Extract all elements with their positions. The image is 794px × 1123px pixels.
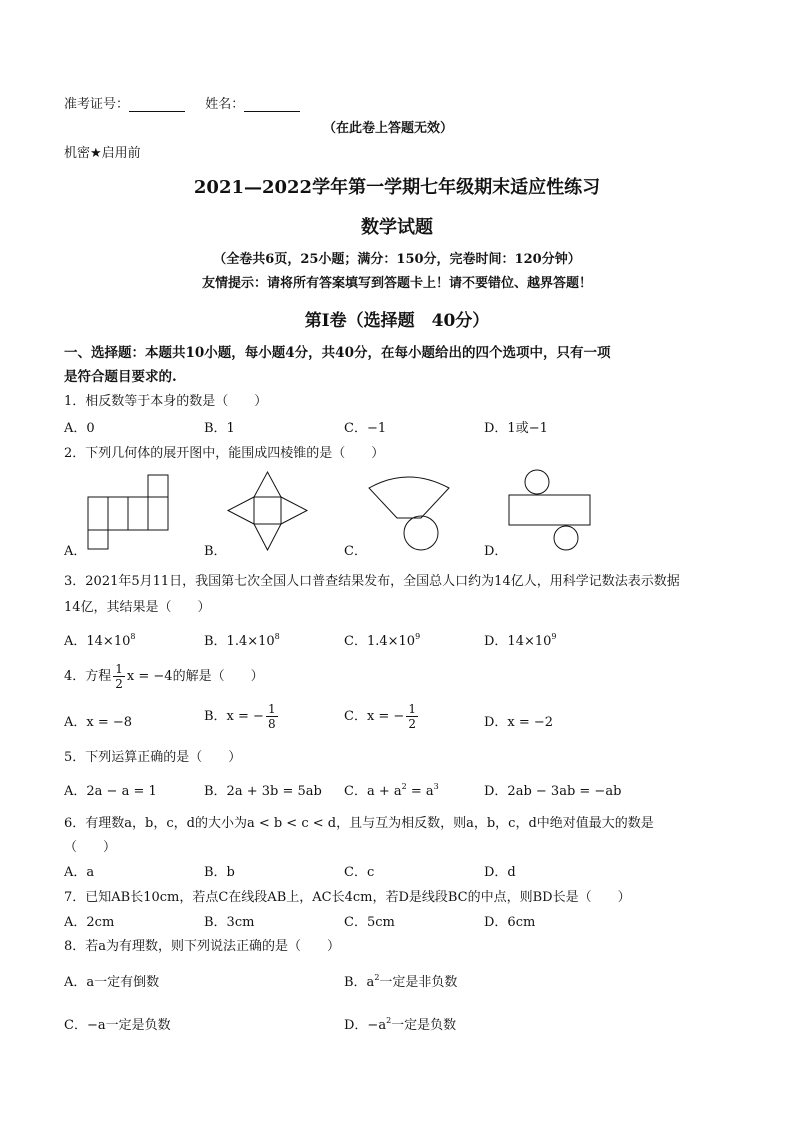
question-8-stem: 8．若a为有理数，则下列说法正确的是（ ） — [64, 939, 341, 954]
section-instruction-line2: 是符合题目要求的. — [64, 369, 177, 385]
friendly-tip: 友情提示：请将所有答案填写到答题卡上！请不要错位、越界答题！ — [201, 276, 592, 291]
q8-option-b: B．$a^2$一定是非负数 — [344, 973, 458, 990]
page-subtitle: 数学试题 — [361, 217, 433, 238]
q4-option-b: B．x = − $\frac{1}{8}$ — [204, 702, 276, 731]
q6-option-a: A．a — [64, 865, 95, 880]
q3-option-b: B．$1.4\times 10^8$ — [204, 632, 280, 649]
q1-option-c: C．−1 — [344, 421, 387, 436]
exam-info: （全卷共6页，25小题；满分：150分，完卷时间：120分钟） — [213, 252, 581, 267]
q1-option-a: A．0 — [64, 421, 95, 436]
q2-net-d-figure — [506, 468, 592, 554]
q7-option-a: A．2cm — [64, 915, 115, 930]
exam-id-field — [64, 93, 300, 112]
q2-option-c: C． — [344, 544, 367, 559]
q2-option-d: D． — [484, 544, 508, 559]
q5-option-b: B．2a + 3b = 5ab — [204, 784, 322, 799]
question-4-stem: 4．方程 $\frac{1}{2}$ x = −4的解是（ ） — [64, 662, 264, 691]
q2-net-c-figure — [364, 472, 460, 554]
question-6-stem-line2: （ ） — [64, 840, 117, 855]
question-1-stem: 1．相反数等于本身的数是（ ） — [64, 394, 268, 409]
part1-title: 第Ⅰ卷（选择题 40分） — [304, 311, 490, 331]
q2-option-b: B． — [204, 544, 227, 559]
invalid-note: （在此卷上答题无效） — [323, 121, 454, 136]
q1-option-d: D．1或−1 — [484, 421, 548, 436]
question-3-stem-line2: 14亿，其结果是（ ） — [64, 600, 211, 615]
name-blank — [244, 99, 300, 112]
exam-id-label: 准考证号： — [64, 97, 130, 112]
secret-label: 机密★启用前 — [64, 146, 141, 161]
q4-option-d: D．x = −2 — [484, 715, 554, 730]
section-instruction-line1: 一、选择题：本题共10小题，每小题4分，共40分，在每小题给出的四个选项中，只有一项 — [64, 345, 611, 361]
question-6-stem-line1: 6．有理数a，b，c，d的大小为a < b < c < d，且与互为相反数，则a，b，c，d中绝对值最大的数是 — [64, 816, 654, 831]
q6-option-c: C．c — [344, 865, 375, 880]
q2-net-a-figure — [86, 472, 172, 552]
question-3-stem-line1: 3．2021年5月11日，我国第七次全国人口普查结果发布，全国总人口约为14亿人，用科学记数法表示数据 — [64, 574, 680, 589]
q6-option-d: D．d — [484, 865, 516, 880]
q5-option-a: A．2a − a = 1 — [64, 784, 157, 799]
q6-option-b: B．b — [204, 865, 235, 880]
q5-option-d: D．2ab − 3ab = −ab — [484, 784, 622, 799]
page-title: 2021—2022学年第一学期七年级期末适应性练习 — [193, 177, 601, 198]
q5-option-c: C．$a + a^2 = a^3$ — [344, 782, 439, 799]
q4-option-c: C．x = − $\frac{1}{2}$ — [344, 702, 416, 731]
q8-option-d: D．$-a^2$一定是负数 — [344, 1016, 457, 1033]
exam-id-blank — [129, 99, 185, 112]
q7-option-d: D．6cm — [484, 915, 536, 930]
q7-option-b: B．3cm — [204, 915, 255, 930]
q8-option-a: A．a一定有倒数 — [64, 975, 160, 990]
q3-option-d: D．$14\times 10^9$ — [484, 632, 557, 649]
name-label: 姓名： — [205, 97, 245, 112]
q2-net-b-figure — [225, 470, 311, 554]
question-7-stem: 7．已知AB长10cm，若点C在线段AB上，AC长4cm，若D是线段BC的中点，则BD长是（ ） — [64, 890, 631, 905]
question-2-stem: 2．下列几何体的展开图中，能围成四棱锥的是（ ） — [64, 446, 385, 461]
q2-option-a: A． — [64, 544, 87, 559]
q3-option-c: C．$1.4\times 10^9$ — [344, 632, 421, 649]
q1-option-b: B．1 — [204, 421, 235, 436]
q4-option-a: A．x = −8 — [64, 715, 133, 730]
q7-option-c: C．5cm — [344, 915, 395, 930]
q8-option-c: C．−a一定是负数 — [64, 1018, 171, 1033]
question-5-stem: 5．下列运算正确的是（ ） — [64, 750, 242, 765]
q3-option-a: A．$14\times 10^8$ — [64, 632, 136, 649]
q4-fraction: $\frac{1}{2}$ — [115, 662, 123, 691]
